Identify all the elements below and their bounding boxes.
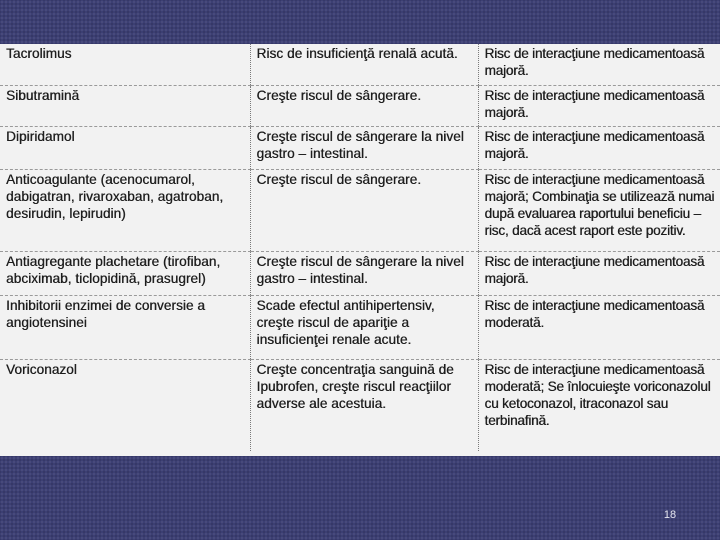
effect-cell: Scade efectul antihipertensiv, creşte riscul de apariţie a insuficienţei renale acute. — [250, 296, 478, 360]
page-number: 18 — [663, 509, 677, 521]
risk-cell: Risc de interacţiune medicamentoasă majoră. — [478, 252, 720, 296]
effect-cell: Creşte riscul de sângerare. — [250, 86, 478, 127]
table-row — [0, 44, 720, 86]
risk-cell: Risc de interacţiune medicamentoasă majoră. — [478, 86, 720, 127]
drug-name-cell: Voriconazol — [6, 362, 77, 377]
drug-name-cell: Sibutramină — [0, 86, 250, 127]
effect-cell: Creşte concentraţia sanguină de Ipubrofen, creşte riscul reacţiilor adverse ale acestuia. — [250, 360, 478, 452]
table-row — [0, 296, 720, 360]
drug-interaction-table — [0, 44, 720, 451]
drug-name-cell: Anticoagulante (acenocumarol, dabigatran, rivaroxaban, agatroban, desirudin, lepirudin) — [0, 170, 250, 252]
drug-name-cell: Dipiridamol — [0, 127, 250, 170]
table-row — [0, 252, 720, 296]
table-row — [0, 127, 720, 170]
risk-cell: Risc de interacţiune medicamentoasă majoră. — [478, 127, 720, 170]
effect-cell: Creşte riscul de sângerare la nivel gastro – intestinal. — [250, 252, 478, 296]
table-row — [0, 86, 720, 127]
effect-cell: Creşte riscul de sângerare la nivel gastro – intestinal. — [250, 127, 478, 170]
risk-cell: Risc de interacţiune medicamentoasă moderată. — [478, 296, 720, 360]
drug-name-cell: Tacrolimus — [0, 44, 250, 86]
table-row — [0, 170, 720, 252]
risk-cell: Risc de interacţiune medicamentoasă majoră; Combinaţia se utilizează numai după evaluarea raportului beneficiu – risc, dacă acest raport este pozitiv. — [478, 170, 720, 252]
drug-name-cell: Antiagregante plachetare (tirofiban, abciximab, ticlopidină, prasugrel) — [0, 252, 250, 296]
drug-name-cell: Inhibitorii enzimei de conversie a angiotensinei — [0, 296, 250, 360]
drug-interaction-table-image — [0, 44, 720, 456]
risk-cell: Risc de interacţiune medicamentoasă majoră. — [478, 44, 720, 86]
effect-cell: Creşte riscul de sângerare. — [250, 170, 478, 252]
risk-cell: Risc de interacţiune medicamentoasă moderată; Se înlocuieşte voriconazolul cu ketoconazol, itraconazol sau terbinafină. — [478, 360, 720, 452]
table-row — [0, 360, 720, 452]
effect-cell: Risc de insuficienţă renală acută. — [250, 44, 478, 86]
